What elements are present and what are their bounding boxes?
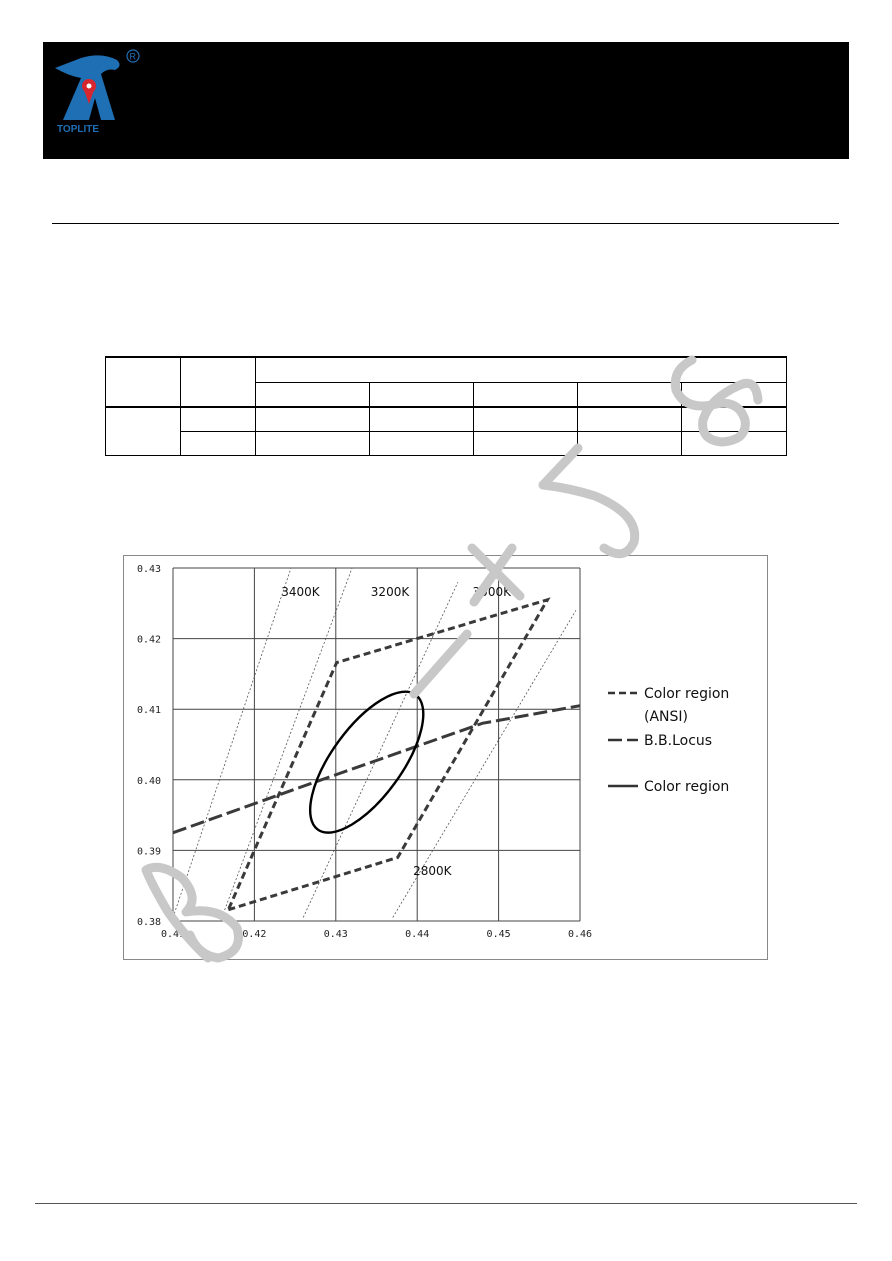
x-tick-label: 0.43 [323, 929, 348, 940]
chart-grid [173, 568, 580, 921]
y-tick-label: 0.41 [137, 705, 162, 717]
x-tick-label: 0.41 [160, 929, 186, 940]
legend-label: Color region [644, 686, 730, 702]
y-tick-label: 0.42 [137, 634, 162, 646]
table-cell [256, 357, 787, 383]
y-tick-label: 0.38 [137, 917, 162, 928]
table-cell [106, 357, 181, 407]
spec-table [105, 356, 787, 456]
table-cell [256, 432, 370, 456]
table-row [106, 357, 787, 383]
series-short-dash [228, 600, 547, 910]
table-row [106, 432, 787, 456]
table-cell [106, 407, 181, 456]
chart-svg [124, 556, 769, 961]
axis-ticks [137, 564, 592, 940]
isotherm-line-3200K [222, 568, 352, 917]
chart-legend [608, 686, 729, 795]
table-cell [578, 407, 682, 432]
table-cell [181, 407, 256, 432]
table-row [106, 407, 787, 432]
series-long-dash [173, 706, 580, 833]
table-cell [370, 383, 474, 408]
header-divider [52, 223, 839, 224]
x-tick-label: 0.46 [567, 929, 593, 940]
table-cell [682, 407, 787, 432]
table-cell [682, 432, 787, 456]
x-tick-label: 0.44 [405, 929, 430, 940]
legend-label: B.B.Locus [644, 733, 713, 749]
chromaticity-chart [123, 555, 768, 960]
table-cell [578, 432, 682, 456]
color-region-ellipse [289, 674, 444, 850]
cct-label-3400K: 3400K [281, 585, 320, 600]
y-tick-label: 0.40 [137, 775, 162, 787]
cct-label-2800K: 2800K [413, 864, 452, 879]
cct-label-3000K: 3000K [472, 585, 511, 600]
cct-labels [281, 585, 512, 878]
chart-series [173, 600, 580, 910]
legend-label: Color region [644, 779, 730, 795]
x-tick-label: 0.42 [242, 929, 267, 940]
table-cell [474, 432, 578, 456]
table-cell [474, 407, 578, 432]
table-cell [578, 383, 682, 408]
x-tick-label: 0.45 [486, 929, 511, 940]
table-cell [256, 383, 370, 408]
footer-divider [35, 1203, 857, 1204]
table-cell [181, 432, 256, 456]
cct-label-3200K: 3200K [370, 585, 410, 600]
table-cell [181, 357, 256, 407]
registered-mark: R [129, 51, 136, 62]
table-cell [256, 407, 370, 432]
y-tick-label: 0.39 [137, 846, 162, 858]
y-tick-label: 0.43 [137, 564, 162, 575]
isotherm-lines [173, 568, 576, 917]
logo-wordmark: TOPLITE [57, 124, 100, 135]
table-cell [682, 383, 787, 408]
table-cell [474, 383, 578, 408]
toplite-logo [51, 46, 141, 138]
isotherm-line-3400K [173, 568, 291, 917]
table-cell [370, 407, 474, 432]
table-cell [370, 432, 474, 456]
legend-label-line2: (ANSI) [644, 709, 688, 725]
header-bar [43, 42, 849, 159]
